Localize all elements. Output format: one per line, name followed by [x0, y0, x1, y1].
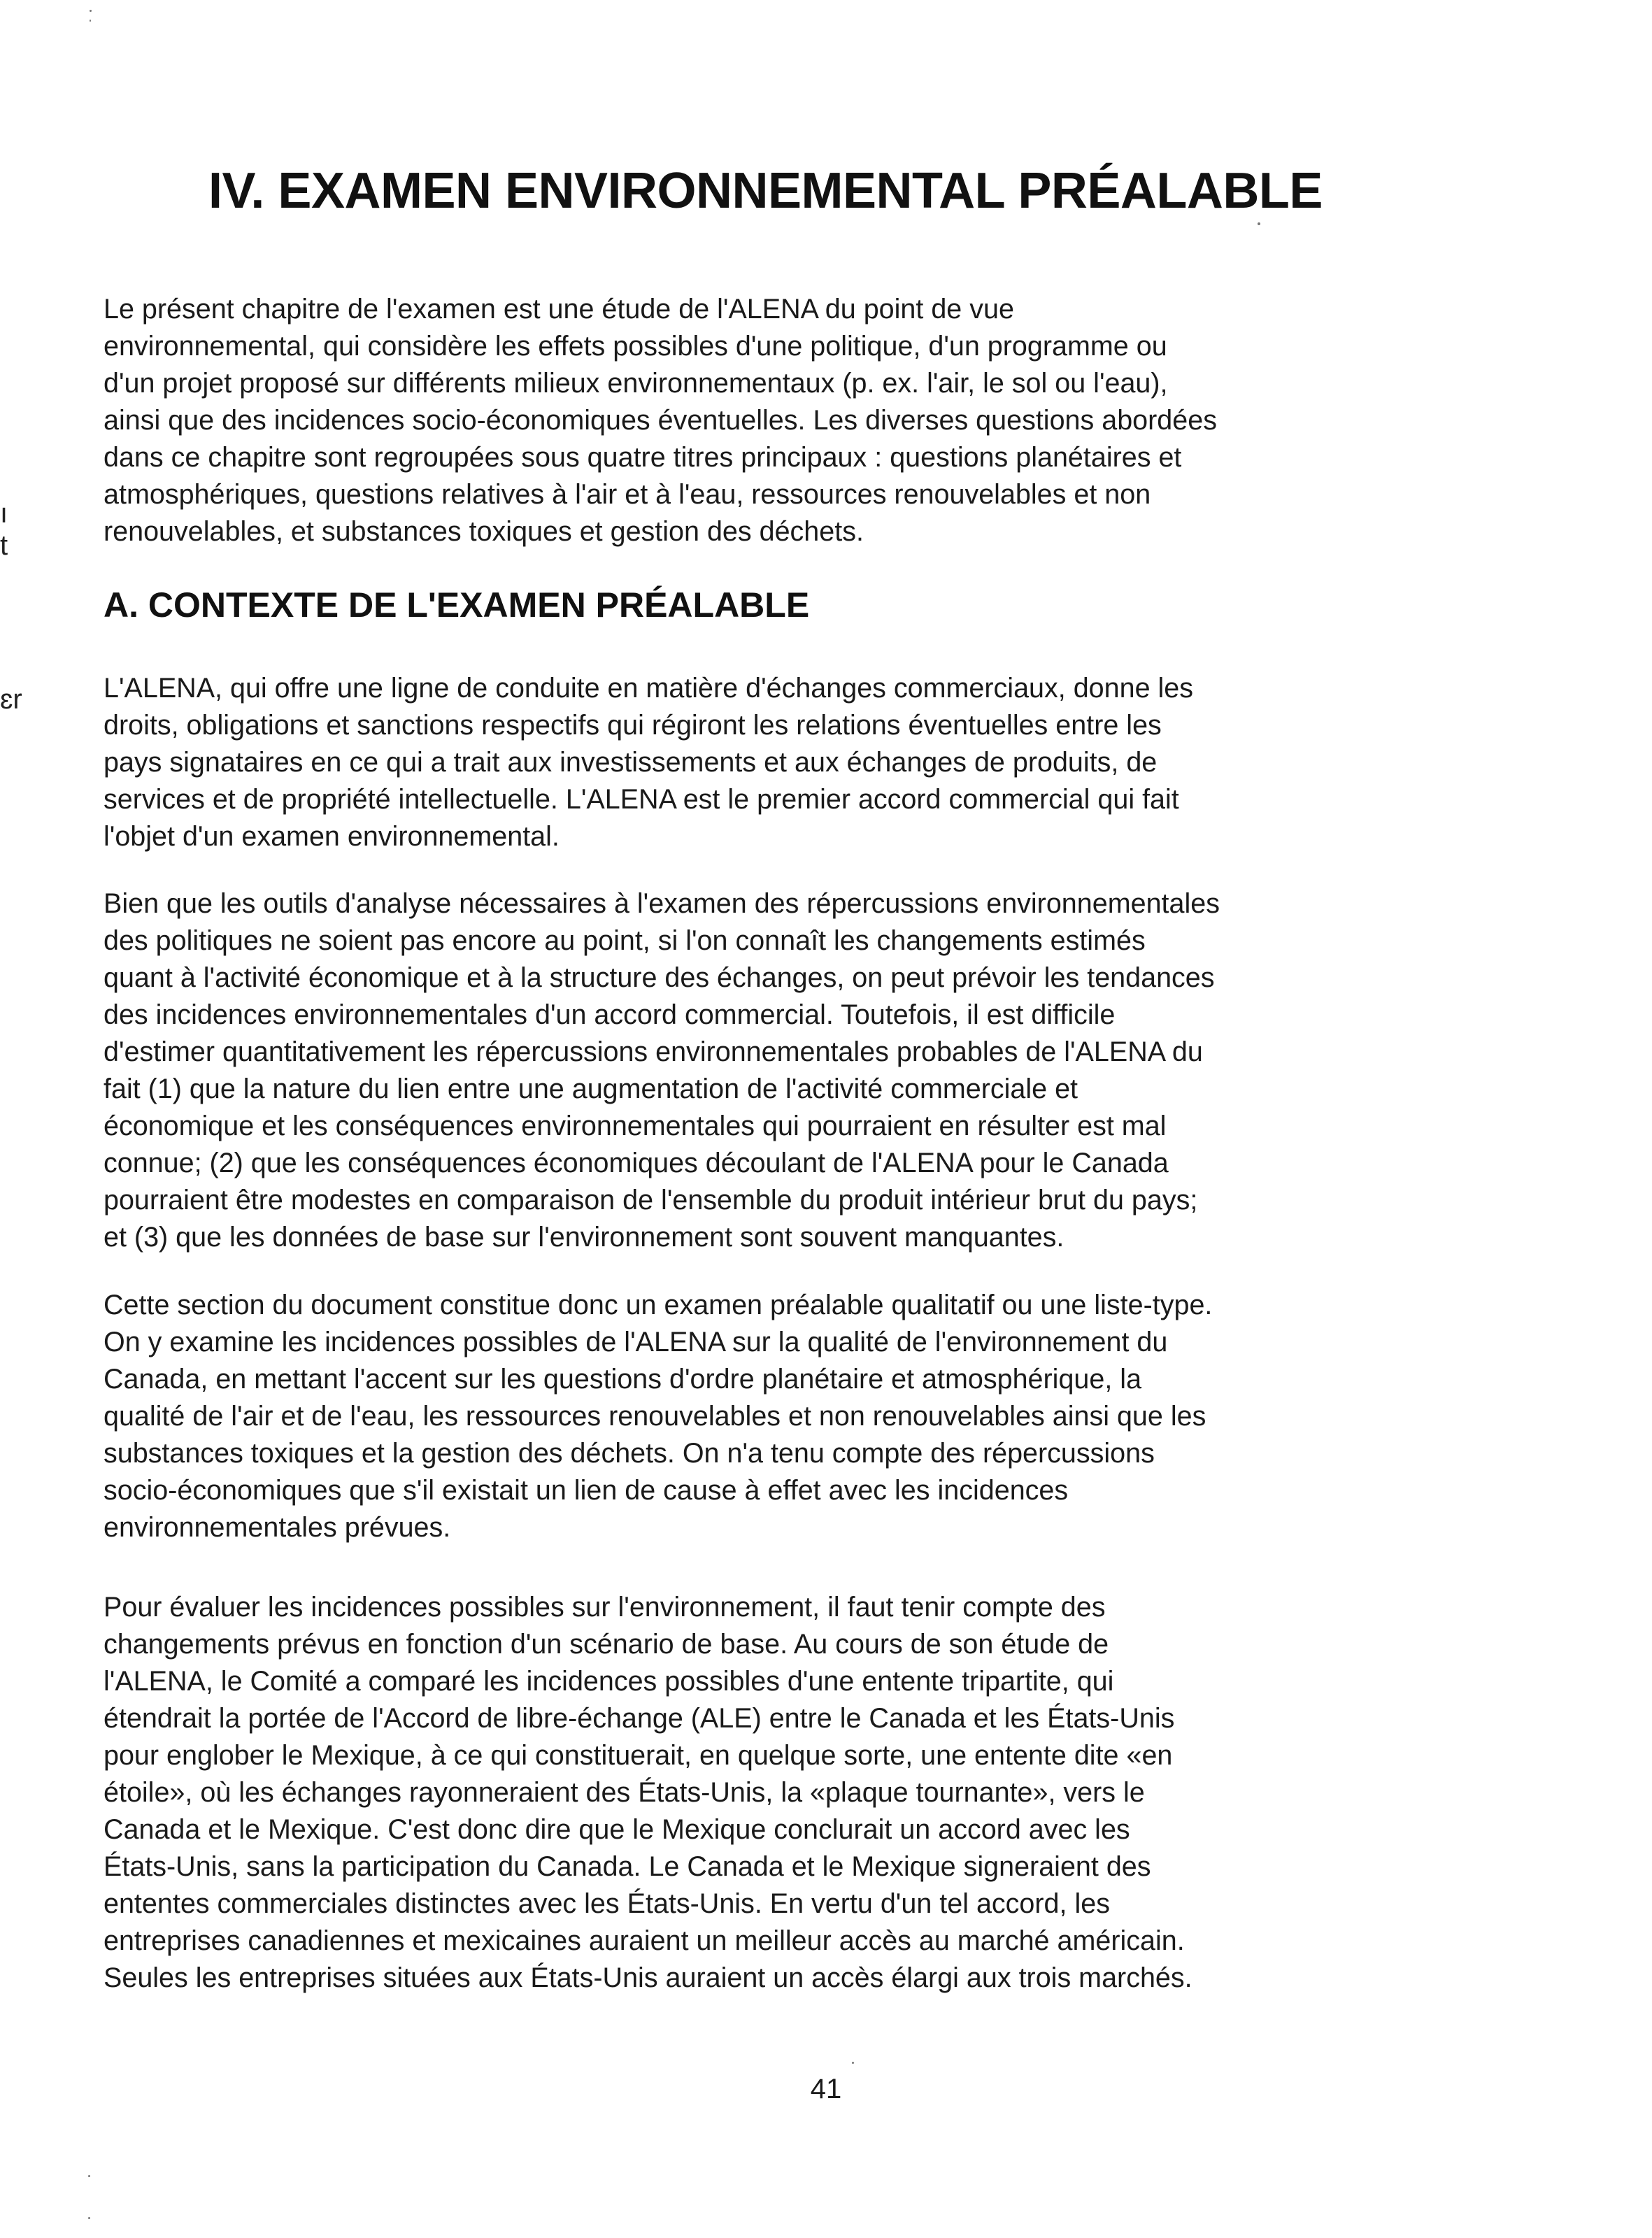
text-line: ainsi que des incidences socio-économiques éventuelles. Les diverses questions abordées [104, 405, 1217, 436]
page-number: 41 [810, 2074, 842, 2104]
text-line: d'estimer quantitativement les répercussions environnementales probables de l'ALENA du [104, 1036, 1203, 1067]
text-line: changements prévus en fonction d'un scénario de base. Au cours de son étude de [104, 1629, 1109, 1660]
scan-speck [90, 20, 91, 22]
text-line: environnementales prévues. [104, 1512, 451, 1543]
paragraph-analysis-tools [104, 885, 1453, 1256]
text-line: Bien que les outils d'analyse nécessaires à l'examen des répercussions environnementales [104, 888, 1220, 919]
text-line: socio-économiques que s'il existait un lien de cause à effet avec les incidences [104, 1475, 1069, 1506]
paragraph-alena-context [104, 670, 1453, 855]
text-line: d'un projet proposé sur différents milieux environnementaux (p. ex. l'air, le sol ou l'eau), [104, 368, 1168, 399]
text-line: fait (1) que la nature du lien entre une augmentation de l'activité commerciale et [104, 1074, 1078, 1104]
margin-fragment: ı [0, 498, 8, 529]
scan-speck [90, 10, 92, 12]
text-line: ententes commerciales distinctes avec les États-Unis. En vertu d'un tel accord, les [104, 1888, 1110, 1919]
text-line: Canada, en mettant l'accent sur les questions d'ordre planétaire et atmosphérique, la [104, 1364, 1142, 1395]
scan-speck [88, 2217, 90, 2219]
text-line: L'ALENA, qui offre une ligne de conduite en matière d'échanges commerciaux, donne les [104, 673, 1194, 704]
text-line: qualité de l'air et de l'eau, les ressources renouvelables et non renouvelables ainsi que les [104, 1401, 1206, 1432]
scan-speck [1258, 222, 1260, 225]
margin-fragment: ɛr [0, 684, 22, 715]
text-line: Cette section du document constitue donc un examen préalable qualitatif ou une liste-type. [104, 1290, 1213, 1320]
text-line: Pour évaluer les incidences possibles sur l'environnement, il faut tenir compte des [104, 1592, 1106, 1623]
text-line: substances toxiques et la gestion des déchets. On n'a tenu compte des répercussions [104, 1438, 1155, 1469]
text-line: pays signataires en ce qui a trait aux investissements et aux échanges de produits, de [104, 747, 1158, 778]
text-line: droits, obligations et sanctions respectifs qui régiront les relations éventuelles entre les [104, 710, 1162, 741]
text-line: connue; (2) que les conséquences économiques découlant de l'ALENA pour le Canada [104, 1148, 1169, 1178]
text-line: entreprises canadiennes et mexicaines auraient un meilleur accès au marché américain. [104, 1925, 1185, 1956]
text-line: Le présent chapitre de l'examen est une étude de l'ALENA du point de vue [104, 294, 1014, 325]
text-line: quant à l'activité économique et à la structure des échanges, on peut prévoir les tendances [104, 962, 1215, 993]
scan-speck [88, 2175, 90, 2177]
text-line: étendrait la portée de l'Accord de libre-échange (ALE) entre le Canada et les États-Unis [104, 1703, 1175, 1734]
text-line: des politiques ne soient pas encore au point, si l'on connaît les changements estimés [104, 925, 1146, 956]
text-line: Seules les entreprises situées aux États-Unis auraient un accès élargi aux trois marchés. [104, 1962, 1192, 1993]
paragraph-qualitative-review [104, 1287, 1453, 1546]
paragraph-baseline-scenario [104, 1589, 1453, 1997]
text-line: des incidences environnementales d'un accord commercial. Toutefois, il est difficile [104, 999, 1116, 1030]
text-line: économique et les conséquences environnementales qui pourraient en résulter est mal [104, 1111, 1167, 1141]
text-line: pourraient être modestes en comparaison de l'ensemble du produit intérieur brut du pays; [104, 1185, 1198, 1216]
text-line: atmosphériques, questions relatives à l'air et à l'eau, ressources renouvelables et non [104, 479, 1151, 510]
text-line: dans ce chapitre sont regroupées sous quatre titres principaux : questions planétaires et [104, 442, 1182, 473]
text-line: environnemental, qui considère les effets possibles d'une politique, d'un programme ou [104, 331, 1167, 362]
text-line: Canada et le Mexique. C'est donc dire que le Mexique conclurait un accord avec les [104, 1814, 1130, 1845]
section-heading: A. CONTEXTE DE L'EXAMEN PRÉALABLE [104, 585, 810, 625]
text-line: On y examine les incidences possibles de l'ALENA sur la qualité de l'environnement du [104, 1327, 1168, 1357]
margin-fragment: t [0, 530, 8, 561]
text-line: l'objet d'un examen environnemental. [104, 821, 560, 852]
text-line: l'ALENA, le Comité a comparé les incidences possibles d'une entente tripartite, qui [104, 1666, 1114, 1697]
text-line: et (3) que les données de base sur l'environnement sont souvent manquantes. [104, 1222, 1064, 1253]
text-line: services et de propriété intellectuelle. L'ALENA est le premier accord commercial qui fait [104, 784, 1179, 815]
scan-speck [852, 2062, 854, 2064]
text-line: pour englober le Mexique, à ce qui constituerait, en quelque sorte, une entente dite «en [104, 1740, 1173, 1771]
text-line: renouvelables, et substances toxiques et gestion des déchets. [104, 516, 864, 547]
intro-paragraph [104, 291, 1453, 550]
text-line: États-Unis, sans la participation du Canada. Le Canada et le Mexique signeraient des [104, 1851, 1151, 1882]
text-line: étoile», où les échanges rayonneraient des États-Unis, la «plaque tournante», vers le [104, 1777, 1145, 1808]
page-title: IV. EXAMEN ENVIRONNEMENTAL PRÉALABLE [208, 163, 1323, 219]
